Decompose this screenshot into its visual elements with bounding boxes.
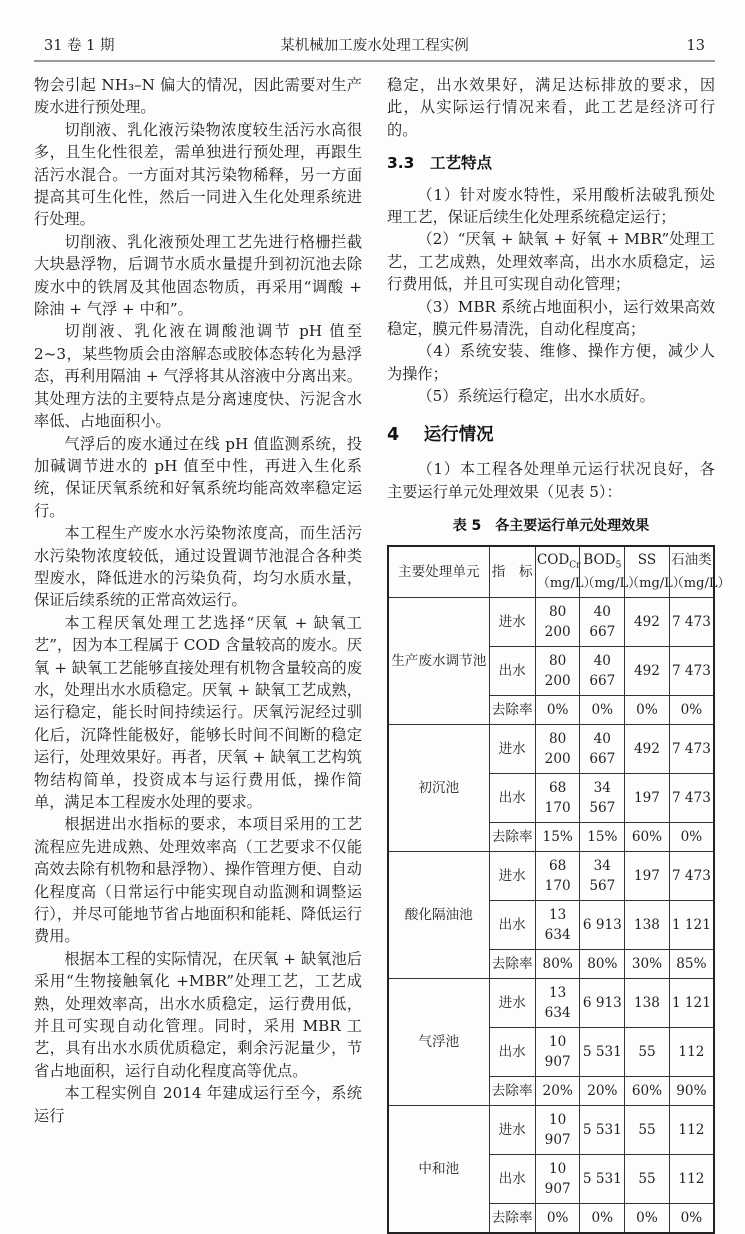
table-value-cell: 30% <box>625 950 670 979</box>
table-indicator-cell: 去除率 <box>489 696 535 725</box>
body-paragraph: 稳定，出水效果好，满足达标排放的要求，因此，从实际运行情况来看，此工艺是经济可行的。 <box>387 76 715 139</box>
table-unit-cell: 初沉池 <box>388 725 489 852</box>
body-paragraph: 切削液、乳化液在调酸池调节 pH 值至 2~3，某些物质会由溶解态或胶体态转化为悬浮态，再利用隔油 + 气浮将其从溶液中分离出来。其处理方法的主要特点是分离速度快、污泥含水率低、占地面积小。 <box>34 322 362 431</box>
body-paragraph: 根据本工程的实际情况，在厌氧 + 缺氧池后采用“生物接触氧化 +MBR”处理工艺，工艺成熟，处理效率高，出水水质稳定，运行费用低，并且可实现自动化管理。同时，采用 MBR 工艺，具有出水水质优质稳定，剩余污泥量少，节省占地面积，运行自动化程度高等优点。 <box>34 949 362 1080</box>
table-value-cell: 7 473 <box>669 598 714 647</box>
table-value-cell: 112 <box>669 1106 714 1155</box>
col-header-metric <box>580 546 642 597</box>
metric-name: BOD <box>583 552 616 569</box>
table-value-cell: 112 <box>669 1028 714 1077</box>
table-value-cell: 68 170 <box>535 852 580 901</box>
col-header-unit: 主要处理单元 <box>388 546 489 597</box>
body-paragraph: （1）本工程各处理单元运行状况良好，各主要运行单元处理效果（见表 5）： <box>387 460 715 501</box>
table-indicator-cell: 进水 <box>489 979 535 1028</box>
body-paragraph: 物会引起 NH₃–N 偏大的情况，因此需要对生产废水进行预处理。 <box>34 76 362 117</box>
body-paragraph: 本工程生产废水水污染物浓度高，而生活污水污染物浓度较低，通过设置调节池混合各种类型废水，降低进水的污染负荷，均匀水质水量，保证后续系统的正常高效运行。 <box>34 524 362 610</box>
col-header-metric <box>625 546 686 597</box>
col-header-indicator: 指 标 <box>489 546 535 597</box>
left-column <box>34 74 362 1234</box>
table-header-row <box>388 546 714 597</box>
table-value-cell: 1 121 <box>669 979 714 1028</box>
metric-unit: （mg/L） <box>670 576 731 592</box>
table-value-cell: 0% <box>580 696 625 725</box>
table-value-cell: 138 <box>625 901 670 950</box>
feature-item: （3）MBR 系统占地面积小，运行效果高效稳定，膜元件易清洗，自动化程度高； <box>387 297 715 339</box>
table-value-cell: 6 913 <box>580 901 625 950</box>
metric-unit: （mg/L） <box>581 576 642 592</box>
table-value-cell: 55 <box>625 1106 670 1155</box>
table-value-cell: 40 667 <box>580 647 625 696</box>
table-indicator-cell: 出水 <box>489 647 535 696</box>
table-indicator-cell: 进水 <box>489 1106 535 1155</box>
body-paragraph: 气浮后的废水通过在线 pH 值监测系统，投加碱调节进水的 pH 值至中性，再进入生化系统，保证厌氧系统和好氧系统均能高效率稳定运行。 <box>34 434 362 520</box>
table-value-cell: 15% <box>580 823 625 852</box>
table-value-cell: 60% <box>625 823 670 852</box>
table-value-cell: 55 <box>625 1028 670 1077</box>
table-value-cell: 5 531 <box>580 1028 625 1077</box>
table-indicator-cell: 去除率 <box>489 950 535 979</box>
table-indicator-cell: 出水 <box>489 901 535 950</box>
table-value-cell: 1 121 <box>669 901 714 950</box>
body-paragraph: 根据进出水指标的要求，本项目采用的工艺流程应先进成熟、处理效率高（工艺要求不仅能高效去除有机物和悬浮物）、操作管理方便、自动化程度高（日常运行中能实现自动监测和调整运行），并尽可能地节省占地面积和能耗、降低运行费用。 <box>34 815 362 946</box>
table-value-cell: 7 473 <box>669 774 714 823</box>
feature-item: （2）“厌氧 + 缺氧 + 好氧 + MBR”处理工艺，工艺成熟，处理效率高，出水水质稳定，运行费用低，并且可实现自动化管理； <box>387 230 715 294</box>
table-row <box>388 725 714 774</box>
table-value-cell: 197 <box>625 852 670 901</box>
table-value-cell: 90% <box>669 1077 714 1106</box>
table-value-cell: 80 200 <box>535 725 580 774</box>
table-unit-cell: 生产废水调节池 <box>388 598 489 725</box>
section-heading-3-3 <box>387 152 715 174</box>
volume-issue: 31 卷 1 期 <box>44 38 115 54</box>
table-value-cell: 138 <box>625 979 670 1028</box>
table-row <box>388 598 714 647</box>
running-head <box>34 34 715 54</box>
table-value-cell: 6 913 <box>580 979 625 1028</box>
page-number: 13 <box>686 38 705 54</box>
metric-unit: （mg/L） <box>626 576 686 592</box>
table-indicator-cell: 去除率 <box>489 1204 535 1234</box>
body-paragraph: 本工程实例自 2014 年建成运行至今，系统运行 <box>34 1084 362 1125</box>
table-indicator-cell: 出水 <box>489 1028 535 1077</box>
table-unit-cell: 气浮池 <box>388 979 489 1106</box>
feature-item: （1）针对废水特性，采用酸析法破乳预处理工艺，保证后续生化处理系统稳定运行； <box>387 185 715 227</box>
table-row <box>388 1106 714 1155</box>
table-value-cell: 0% <box>669 1204 714 1234</box>
metric-subscript: Cr <box>569 561 581 572</box>
table-value-cell: 10 907 <box>535 1028 580 1077</box>
table-value-cell: 492 <box>625 598 670 647</box>
table-value-cell: 85% <box>669 950 714 979</box>
table-value-cell: 7 473 <box>669 647 714 696</box>
table-value-cell: 10 907 <box>535 1155 580 1204</box>
table-value-cell: 34 567 <box>580 774 625 823</box>
table-indicator-cell: 去除率 <box>489 823 535 852</box>
table-value-cell: 13 634 <box>535 901 580 950</box>
table-value-cell: 0% <box>669 823 714 852</box>
feature-item: （4）系统安装、维修、操作方便，减少人为操作； <box>387 342 715 383</box>
section-title: 工艺特点 <box>429 154 492 173</box>
table-row <box>388 979 714 1028</box>
metric-name: SS <box>637 552 657 569</box>
metric-name: 石油类 <box>671 552 712 569</box>
section-number: 3.3 <box>387 154 415 173</box>
section-number: 4 <box>387 424 400 445</box>
table-value-cell: 80% <box>535 950 580 979</box>
table-value-cell: 7 473 <box>669 725 714 774</box>
table-value-cell: 40 667 <box>580 725 625 774</box>
table-value-cell: 492 <box>625 647 670 696</box>
table-value-cell: 0% <box>580 1204 625 1234</box>
table-value-cell: 60% <box>625 1077 670 1106</box>
table-value-cell: 20% <box>580 1077 625 1106</box>
table-value-cell: 34 567 <box>580 852 625 901</box>
body-paragraph: 本工程厌氧处理工艺选择“厌氧 + 缺氧工艺”，因为本工程属于 COD 含量较高的废水。厌氧 + 缺氧工艺能够直接处理有机物含量较高的废水，处理出水水质稳定。厌氧 + 缺氧工艺成熟，运行稳定，能长时间持续运行。厌氧污泥经过驯化后，沉降性能极好，能够长时间不间断的稳定运行，处理效果好。再者，厌氧 + 缺氧工艺构筑物结构简单，投资成本与运行费用低，操作简单，满足本工程废水处理的要求。 <box>34 613 362 811</box>
table-unit-cell: 中和池 <box>388 1106 489 1234</box>
table-value-cell: 68 170 <box>535 774 580 823</box>
table-indicator-cell: 出水 <box>489 774 535 823</box>
table-value-cell: 20% <box>535 1077 580 1106</box>
body-paragraph: 切削液、乳化液污染物浓度较生活污水高很多，且生化性很差，需单独进行预处理，再跟生活污水混合。一方面对其污染物稀释，另一方面提高其可生化性，然后一同进入生化处理系统进行处理。 <box>34 120 362 229</box>
table-caption: 表 5 各主要运行单元处理效果 <box>452 517 650 534</box>
table-value-cell: 112 <box>669 1155 714 1204</box>
table-value-cell: 492 <box>625 725 670 774</box>
metric-subscript: 5 <box>615 561 622 572</box>
table-indicator-cell: 出水 <box>489 1155 535 1204</box>
article-title: 某机械加工废水处理工程实例 <box>280 38 469 54</box>
feature-item: （5）系统运行稳定，出水水质好。 <box>417 387 655 406</box>
col-header-metric <box>669 546 731 597</box>
section-heading-4 <box>387 424 715 446</box>
table-value-cell: 80% <box>580 950 625 979</box>
table-value-cell: 0% <box>625 696 670 725</box>
table-value-cell: 40 667 <box>580 598 625 647</box>
results-table <box>387 545 731 1234</box>
body-paragraph: 切削液、乳化液预处理工艺先进行格栅拦截大块悬浮物，后调节水质水量提升到初沉池去除废水中的铁屑及其他固态物质，再采用“调酸 + 除油 + 气浮 + 中和”。 <box>34 232 362 319</box>
table-value-cell: 5 531 <box>580 1106 625 1155</box>
table-value-cell: 0% <box>535 1204 580 1234</box>
table-value-cell: 0% <box>535 696 580 725</box>
table-value-cell: 13 634 <box>535 979 580 1028</box>
table-indicator-cell: 进水 <box>489 598 535 647</box>
table-value-cell: 80 200 <box>535 647 580 696</box>
table-value-cell: 10 907 <box>535 1106 580 1155</box>
table-indicator-cell: 进水 <box>489 852 535 901</box>
table-indicator-cell: 进水 <box>489 725 535 774</box>
section-title: 运行情况 <box>423 424 494 445</box>
table-row <box>388 852 714 901</box>
table-unit-cell: 酸化隔油池 <box>388 852 489 979</box>
table-value-cell: 55 <box>625 1155 670 1204</box>
right-column <box>387 74 731 1234</box>
metric-unit: （mg/L） <box>536 576 597 592</box>
header-rule-divider <box>34 60 715 62</box>
table-value-cell: 197 <box>625 774 670 823</box>
table-value-cell: 0% <box>669 696 714 725</box>
two-column-body <box>34 74 731 1234</box>
table-value-cell: 80 200 <box>535 598 580 647</box>
metric-name: COD <box>536 552 570 569</box>
table-value-cell: 7 473 <box>669 852 714 901</box>
table-value-cell: 15% <box>535 823 580 852</box>
table-value-cell: 0% <box>625 1204 670 1234</box>
table-indicator-cell: 去除率 <box>489 1077 535 1106</box>
col-header-metric <box>535 546 597 597</box>
table-value-cell: 5 531 <box>580 1155 625 1204</box>
